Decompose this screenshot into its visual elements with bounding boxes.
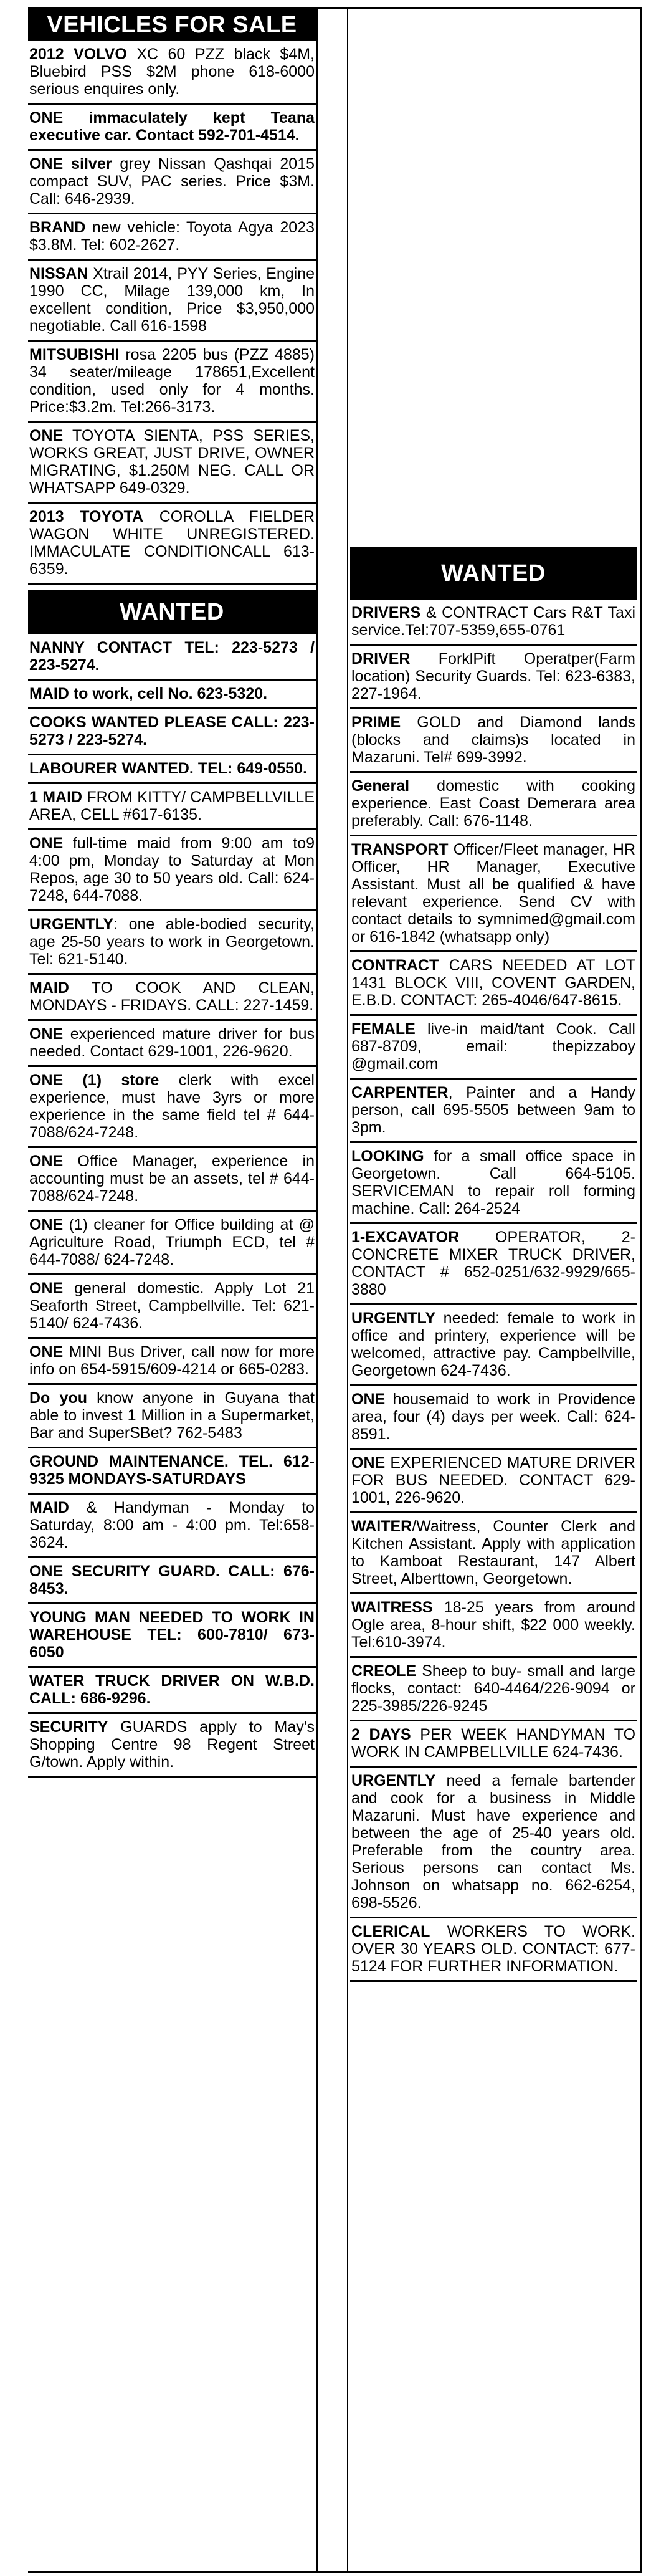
ad-lead-text: ONE (1) store [29,1071,159,1089]
classified-ad [28,214,316,261]
ad-lead-text: SECURITY [29,1718,108,1736]
vehicles-list [28,41,316,585]
ad-lead-text: URGENTLY [351,1310,436,1327]
classified-ad [28,1668,316,1714]
ad-lead-text: MITSUBISHI [29,346,120,363]
ad-lead-text: ONE [29,1343,64,1361]
ad-lead-text: NANNY CONTACT TEL: 223-5273 / 223-5274. [29,639,315,674]
ad-body-text: (1) cleaner for Office building at @ Agriculture Road, Triumph ECD, tel # 644-7088/ 624-7248. [29,1216,315,1268]
ad-lead-text: CLERICAL [351,1923,430,1940]
ad-body-text: general domestic. Apply Lot 21 Seaforth Street, Campbellville. Tel: 621-5140/ 624-7436. [29,1280,315,1332]
ad-body-text: & Handyman - Monday to Saturday, 8:00 am - 4:00 pm. Tel:658-3624. [29,1499,315,1551]
ad-lead-text: MAID [29,1499,69,1516]
classified-ad [350,773,637,836]
ad-body-text: TOYOTA SIENTA, PSS SERIES, WORKS GREAT, JUST DRIVE, OWNER MIGRATING, $1.250M NEG. CALL OR WHATSAPP 649-0329. [29,427,315,497]
classified-ad [28,1212,316,1275]
right-column [350,7,637,1982]
ad-body-text: & CONTRACT Cars R&T Taxi service.Tel:707-5359,655-0761 [351,604,635,639]
classified-ad [28,1448,316,1495]
wanted-header-right: WANTED [350,547,637,600]
classified-ad [350,709,637,773]
classified-ad [350,646,637,709]
classified-ad [350,1305,637,1386]
ad-lead-text: ONE [351,1454,386,1472]
classified-ad [28,41,316,105]
ad-body-text: Sheep to buy- small and large flocks, contact: 640-4464/226-9094 or 225-3985/226-9245 [351,1662,635,1715]
classified-ad [28,755,316,784]
ad-lead-text: 2012 VOLVO [29,45,127,63]
ad-lead-text: ONE [29,1216,64,1233]
wanted-list-right [350,600,637,1982]
vehicles-for-sale-header: VEHICLES FOR SALE [28,7,316,41]
classified-ad [350,1143,637,1224]
ad-lead-text: Do you [29,1389,87,1407]
ad-lead-text: LABOURER WANTED. TEL: 649-0550. [29,760,307,777]
ad-lead-text: WAITRESS [351,1599,433,1616]
column-divider-right [640,7,642,2572]
classified-ad [350,1016,637,1080]
classified-ad [28,709,316,755]
wanted-header-left: WANTED [28,590,316,634]
classified-ad [28,1558,316,1604]
ad-lead-text: ONE [29,1025,64,1043]
ad-body-text: live-in maid/tant Cook. Call 687-8709, email: thepizzaboy @gmail.com [351,1020,635,1073]
wanted-list-left [28,634,316,1778]
classified-ad [28,261,316,342]
blank-space [350,7,637,547]
ad-body-text: new vehicle: Toyota Agya 2023 $3.8M. Tel: 602-2627. [29,219,315,254]
ad-body-text: 18-25 years from around Ogle area, 8-hour shift, $22 000 weekly. Tel:610-3974. [351,1599,635,1651]
classified-ad [28,830,316,911]
ad-lead-text: TRANSPORT [351,841,449,858]
ad-lead-text: CREOLE [351,1662,417,1680]
ad-lead-text: YOUNG MAN NEEDED TO WORK IN WAREHOUSE TEL: 600-7810/ 673-6050 [29,1609,315,1661]
classified-ad [28,1495,316,1558]
ad-body-text: Office Manager, experience in accounting must be an assets, tel # 644-7088/624-7248. [29,1152,315,1205]
classified-ad [28,975,316,1021]
ad-body-text: COROLLA FIELDER WAGON WHITE UNREGISTERED. IMMACULATE CONDITIONCALL 613-6359. [29,508,315,578]
ad-lead-text: ONE [351,1391,386,1408]
ad-body-text: EXPERIENCED MATURE DRIVER FOR BUS NEEDED. CONTACT 629-1001, 226-9620. [351,1454,635,1506]
ad-lead-text: 2013 TOYOTA [29,508,144,525]
ad-body-text: need a female bartender and cook for a business in Middle Mazaruni. Must have experience and between the age of 25-40 years old. Preferable from the country area. Serious persons can contact Ms. Johnson on whatsapp no. 662-6254, 698-5526. [351,1772,635,1912]
classified-ad [350,1768,637,1918]
ad-lead-text: CONTRACT [351,957,439,974]
ad-body-text: GUARDS apply to May's Shopping Centre 98 Regent Street G/town. Apply within. [29,1718,315,1771]
ad-lead-text: ONE silver [29,155,112,173]
ad-body-text: grey Nissan Qashqai 2015 compact SUV, PAC series. Price $3M. Call: 646-2939. [29,155,315,208]
ad-lead-text: ONE [29,835,64,852]
classified-ad [28,342,316,423]
ad-lead-text: WAITER [351,1518,412,1535]
ad-lead-text: DRIVER [351,650,411,668]
ad-body-text: housemaid to work in Providence area, four (4) days per week. Call: 624-8591. [351,1391,635,1443]
ad-lead-text: BRAND [29,219,86,236]
ad-body-text: MINI Bus Driver, call now for more info on 654-5915/609-4214 or 665-0283. [29,1343,315,1378]
classified-ad [28,1604,316,1668]
ad-body-text: XC 60 PZZ black $4M, Bluebird PSS $2M phone 618-6000 serious enquires only. [29,45,315,98]
ad-body-text: clerk with excel experience, must have 3yrs or more experience in the same field tel # 644-7088/624-7248. [29,1071,315,1141]
classified-ad [350,1594,637,1658]
column-divider-middle [347,7,348,2572]
ad-body-text: OPERATOR, 2- CONCRETE MIXER TRUCK DRIVER, CONTACT # 652-0251/632-9929/665-3880 [351,1228,635,1298]
classified-ad [28,1021,316,1067]
ad-body-text: PER WEEK HANDYMAN TO WORK IN CAMPBELLVILLE 624-7436. [351,1726,636,1761]
ad-body-text: WORKERS TO WORK. OVER 30 YEARS OLD. CONTACT: 677-5124 FOR FURTHER INFORMATION. [351,1923,635,1975]
ad-lead-text: URGENTLY [351,1772,436,1789]
classified-ad [28,1339,316,1385]
classified-ad [350,1450,637,1513]
classified-ad [28,105,316,151]
ad-lead-text: DRIVERS [351,604,421,621]
classified-ad [350,1918,637,1982]
classified-ad [28,634,316,681]
ad-body-text: GOLD and Diamond lands (blocks and claims)s located in Mazaruni. Tel# 699-3992. [351,714,635,766]
classified-ad [350,1721,637,1768]
ad-body-text: experienced mature driver for bus needed. Contact 629-1001, 226-9620. [29,1025,315,1060]
bottom-rule [28,2571,642,2573]
ad-body-text: Xtrail 2014, PYY Series, Engine 1990 CC, Milage 139,000 km, In excellent condition, Price $3,950,000 negotiable. Call 616-1598 [29,265,315,335]
ad-body-text: know anyone in Guyana that able to invest 1 Million in a Supermarket, Bar and SuperSBet? 762-5483 [29,1389,315,1442]
classified-ad [350,836,637,952]
classified-ad [28,681,316,709]
classified-ad [28,911,316,975]
ad-body-text: needed: female to work in office and printery, experience will be welcomed, attractive pay. Campbellville, Georgetown 624-7436. [351,1310,635,1379]
classified-ad [350,1080,637,1143]
column-divider-left [316,7,318,2572]
ad-body-text: /Waitress, Counter Clerk and Kitchen Assistant. Apply with application to Kamboat Restaurant, 147 Albert Street, Alberttown, Georgetown. [351,1518,635,1587]
classified-ad [28,151,316,214]
ad-body-text: CARS NEEDED AT LOT 1431 BLOCK VIII, COVENT GARDEN, E.B.D. CONTACT: 265-4046/647-8615. [351,957,635,1009]
classified-ad [28,784,316,830]
ad-body-text: , Painter and a Handy person, call 695-5505 between 9am to 3pm. [351,1084,635,1136]
ad-body-text: domestic with cooking experience. East Coast Demerara area preferably. Call: 676-1148. [351,777,635,830]
classified-ad [350,1513,637,1594]
classified-ad [350,952,637,1016]
ad-lead-text: ONE [29,1152,64,1170]
ad-lead-text: MAID to work, cell No. 623-5320. [29,685,268,702]
ad-lead-text: ONE SECURITY GUARD. CALL: 676-8453. [29,1563,315,1597]
ad-lead-text: General [351,777,410,795]
ad-lead-text: CARPENTER [351,1084,449,1101]
ad-lead-text: GROUND MAINTENANCE. TEL. 612-9325 MONDAYS-SATURDAYS [29,1453,315,1488]
ad-lead-text: 1-EXCAVATOR [351,1228,460,1246]
ad-body-text: full-time maid from 9:00 am to9 4:00 pm, Monday to Saturday at Mon Repos, age 30 to 50 years old. Call: 624-7248, 644-7088. [29,835,315,904]
ad-lead-text: FEMALE [351,1020,416,1038]
ad-body-text: TO COOK AND CLEAN, MONDAYS - FRIDAYS. CALL: 227-1459. [29,979,315,1014]
classified-ad [28,1714,316,1778]
ad-lead-text: 1 MAID [29,788,83,806]
classified-ad [28,504,316,585]
ad-lead-text: 2 DAYS [351,1726,411,1743]
ad-lead-text: COOKS WANTED PLEASE CALL: 223-5273 / 223-5274. [29,714,315,749]
ad-lead-text: ONE [29,427,64,444]
classified-ad [28,1067,316,1148]
ad-lead-text: MAID [29,979,69,997]
classified-ad [28,1275,316,1339]
classified-ad [28,1148,316,1212]
ad-lead-text: NISSAN [29,265,88,282]
classified-ad [28,1385,316,1448]
ad-lead-text: WATER TRUCK DRIVER ON W.B.D. CALL: 686-9296. [29,1672,315,1707]
ad-lead-text: ONE immaculately kept Teana executive car. Contact 592-701-4514. [29,109,315,144]
ad-lead-text: PRIME [351,714,401,731]
classified-ad [350,1386,637,1450]
ad-lead-text: LOOKING [351,1147,424,1165]
classified-ad [350,1224,637,1305]
ad-body-text: for a small office space in Georgetown. Call 664-5105. SERVICEMAN to repair roll forming machine. Call: 264-2524 [351,1147,635,1217]
classified-ad [350,1658,637,1721]
ad-lead-text: ONE [29,1280,64,1297]
classified-ad [28,423,316,504]
ad-body-text: : one able-bodied security, age 25-50 years to work in Georgetown. Tel: 621-5140. [29,916,315,968]
classified-ad [350,600,637,646]
ad-lead-text: URGENTLY [29,916,114,933]
ad-body-text: ForklPift Operatper(Farm location) Security Guards. Tel: 623-6383, 227-1964. [351,650,635,702]
ad-body-text: rosa 2205 bus (PZZ 4885) 34 seater/mileage 178651,Excellent condition, used only for 4 months. Price:$3.2m. Tel:266-3173. [29,346,315,416]
left-column [28,7,316,1778]
ad-body-text: FROM KITTY/ CAMPBELLVILLE AREA, CELL #617-6135. [29,788,315,823]
ad-body-text: Officer/Fleet manager, HR Officer, HR Manager, Executive Assistant. Must all be qualified & have relevant experience. Send CV with contact details to symnimed@gmail.com or 616-1842 (whatsapp only) [351,841,635,946]
